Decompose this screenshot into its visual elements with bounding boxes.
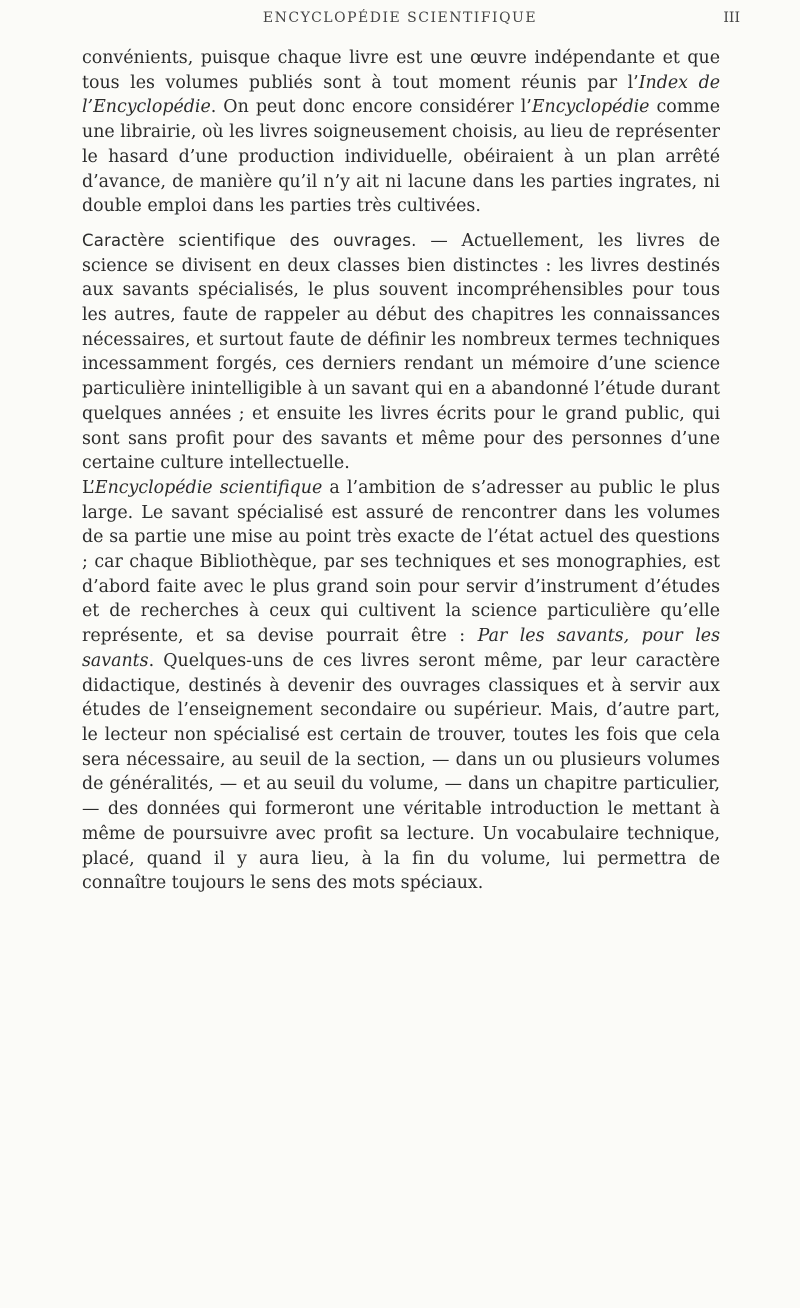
devise-quote: Par les savants, pour les savants bbox=[82, 626, 720, 671]
paragraph-2-text: — Actuellement, les livres de science se divisent en deux classes bien distinctes : les livres destinés aux savants spécialisés, le plus souvent incompréhensibles pour tous les autres, faute de rappeler au début des chapitres les connaissances nécessaires, et surtout faute de définir les nombreux termes techniques incessamment forgés, ces derniers rendant un mémoire d’une science particulière inintelligible à un savant qui en a abandonné l’étude durant quelques années ; et ensuite les livres écrits pour le grand public, qui sont sans profit pour des savants et même pour des personnes d’une certaine culture intellectuelle. bbox=[82, 230, 720, 474]
index-title: Index de l’Encyclopédie bbox=[82, 72, 720, 118]
paragraph-3 bbox=[82, 476, 720, 896]
paragraph-3-text-3: . Quelques-uns de ces livres seront même, par leur caractère didactique, destinés à devenir des ouvrages classiques et à servir aux études de l’enseignement secondaire ou supérieur. Mais, d’autre part, le lecteur non spécialisé est certain de trouver, toutes les fois que cela sera nécessaire, au seuil de la section, — dans un ou plusieurs volumes de généralités, — et au seuil du volume, — dans un chapitre particulier, — des données qui formeront une véritable introduction le mettant à même de poursuivre avec profit sa lecture. Un vocabulaire technique, placé, quand il y aura lieu, à la fin du volume, lui permettra de connaître toujours le sens des mots spéciaux. bbox=[82, 650, 720, 894]
header-title: ENCYCLOPÉDIE SCIENTIFIQUE bbox=[262, 10, 538, 26]
section-heading: Caractère scientifique des ouvrages. bbox=[82, 230, 417, 250]
paragraph-3-text-1: L’ bbox=[82, 477, 95, 498]
paragraph-2 bbox=[82, 229, 720, 476]
page-number: III bbox=[723, 10, 740, 26]
running-head bbox=[60, 10, 740, 32]
paragraph-1-text-1: convénients, puisque chaque livre est une œuvre indépendante et que tous les volumes publiés sont à tout moment réunis par l’ bbox=[82, 48, 720, 93]
encyclopedie-title: Encyclopédie bbox=[531, 97, 650, 118]
paragraph-1-text-3: comme une librairie, où les livres soigneusement choisis, au lieu de représenter le hasard d’une production individuelle, obéiraient à un plan arrêté d’avance, de manière qu’il n’y ait ni lacune dans les parties ingrates, ni double emploi dans les parties très cultivées. bbox=[82, 97, 720, 217]
paragraph-1 bbox=[82, 46, 720, 219]
paragraph-1-text-2: . On peut donc encore considérer l’ bbox=[210, 97, 532, 118]
encyclopedie-scientifique-title: Encyclopédie scientifique bbox=[94, 477, 323, 498]
paragraph-3-text-2: a l’ambition de s’adresser au public le plus large. Le savant spécialisé est assuré de rencontrer dans les volumes de sa partie une mise au point très exacte de l’état actuel des questions ; car chaque Bibliothèque, par ses techniques et ses monographies, est d’abord faite avec le plus grand soin pour servir d’instrument d’études et de recherches à ceux qui cultivent la science particulière qu’elle représente, et sa devise pourrait être : bbox=[82, 477, 720, 647]
body-text bbox=[82, 46, 720, 896]
